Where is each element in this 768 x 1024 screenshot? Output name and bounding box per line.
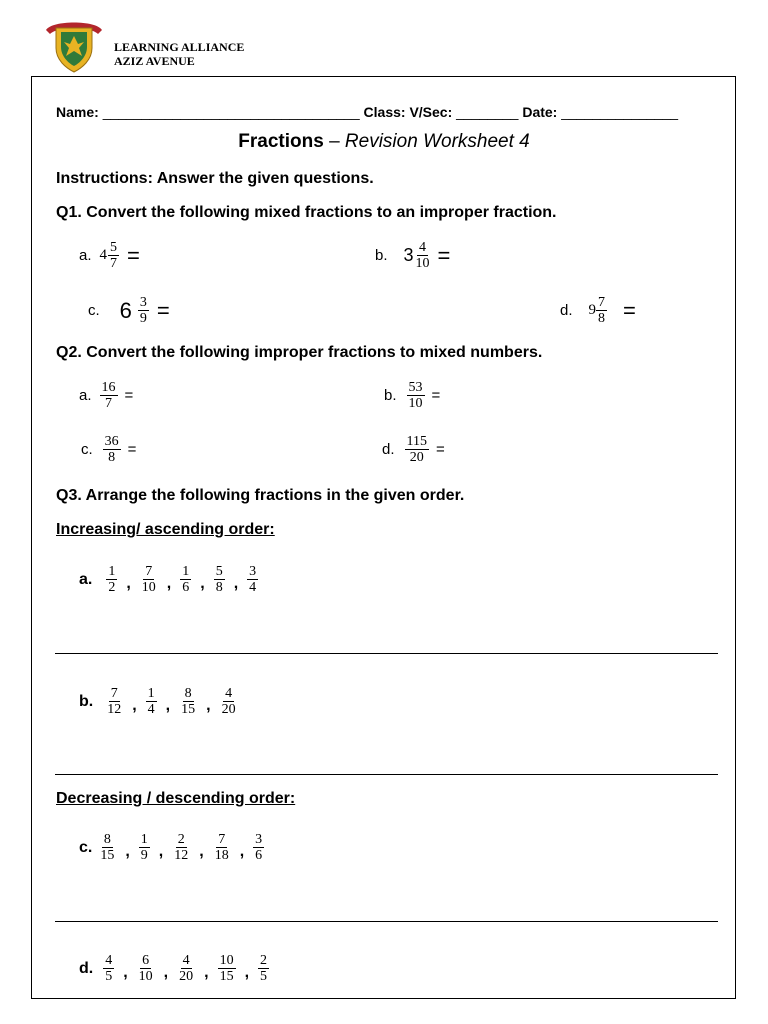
fraction-denominator: 20	[179, 969, 194, 984]
fraction-numerator: 7	[145, 564, 153, 579]
fraction-numerator: 7	[218, 832, 226, 847]
q1-d-whole: 9	[588, 302, 597, 318]
fraction-denominator: 4	[249, 580, 257, 595]
fraction	[103, 953, 114, 984]
name-blank[interactable]: _________________________________	[102, 104, 360, 120]
fraction	[139, 832, 150, 863]
q1-b-whole: 3	[403, 245, 414, 265]
q2-b-equals: =	[431, 387, 441, 404]
fraction	[105, 686, 123, 717]
comma-separator: ,	[199, 842, 204, 860]
comma-separator: ,	[206, 696, 211, 714]
fraction	[218, 953, 236, 984]
student-info-line	[56, 104, 678, 120]
class-blank[interactable]: ________	[456, 104, 519, 120]
q1-a-equals: =	[127, 242, 140, 268]
q1-a-whole: 4	[99, 247, 108, 263]
fraction-denominator: 18	[214, 848, 229, 863]
q2-item-d	[382, 434, 445, 465]
q1-d-fraction: $\frac{7}{8}$	[598, 295, 606, 326]
title-dash: –	[323, 131, 345, 152]
fraction	[213, 832, 231, 863]
fraction-denominator: 15	[100, 848, 115, 863]
q3-a-answer-line[interactable]	[55, 653, 718, 654]
fraction-numerator: 1	[108, 564, 116, 579]
q2-c-fraction: $\frac{36}{8}$	[104, 434, 119, 465]
fraction	[220, 686, 238, 717]
decreasing-order-heading: Decreasing / descending order:	[56, 790, 296, 807]
q3-a-label: a.	[79, 570, 93, 588]
q3-item-a	[79, 564, 258, 595]
fraction-numerator: 3	[255, 832, 263, 847]
fraction	[146, 686, 157, 717]
q2-a-fraction: $\frac{16}{7}$	[101, 380, 116, 411]
school-name	[114, 40, 244, 68]
fraction	[172, 832, 190, 863]
fraction-denominator: 12	[107, 702, 122, 717]
fraction	[180, 564, 191, 595]
comma-separator: ,	[158, 842, 164, 860]
q1-item-c	[88, 295, 170, 326]
fraction	[137, 953, 155, 984]
comma-separator: ,	[163, 963, 169, 981]
title-sub: Revision Worksheet 4	[344, 131, 530, 152]
fraction-denominator: 10	[138, 969, 153, 984]
q1-a-label: a.	[79, 247, 92, 264]
class-label: Class: V/Sec:	[363, 104, 453, 120]
q1-b-label: b.	[375, 247, 388, 264]
q3-c-label: c.	[79, 838, 93, 856]
q2-b-label: b.	[384, 387, 397, 404]
q1-item-b	[375, 240, 450, 271]
fraction-numerator: 5	[215, 564, 223, 579]
name-label: Name:	[56, 104, 99, 120]
q3-a-fraction-list	[106, 564, 258, 595]
q2-c-label: c.	[81, 441, 93, 458]
fraction	[214, 564, 225, 595]
fraction-numerator: 4	[105, 953, 113, 968]
q2-a-label: a.	[79, 387, 92, 404]
q2-d-label: d.	[382, 441, 395, 458]
fraction-denominator: 15	[219, 969, 234, 984]
worksheet-title	[0, 131, 768, 153]
q1-d-equals: =	[623, 297, 636, 323]
fraction-denominator: 6	[182, 580, 190, 595]
q3-d-fraction-list	[103, 953, 269, 984]
comma-separator: ,	[126, 574, 131, 592]
fraction-numerator: 3	[249, 564, 257, 579]
comma-separator: ,	[165, 696, 171, 714]
q2-item-c	[81, 434, 136, 465]
q3-b-fraction-list	[105, 686, 237, 717]
q1-item-a	[79, 240, 140, 271]
fraction-denominator: 10	[141, 580, 156, 595]
q2-item-b	[384, 380, 440, 411]
fraction	[253, 832, 264, 863]
fraction-numerator: 2	[260, 953, 268, 968]
q3-c-fraction-list	[98, 832, 264, 863]
date-blank[interactable]: _______________	[561, 104, 679, 120]
school-name-line1: LEARNING ALLIANCE	[114, 40, 245, 54]
fraction	[177, 953, 195, 984]
school-name-line2: AZIZ AVENUE	[114, 54, 195, 68]
q1-c-fraction: $\frac{3}{9}$	[139, 295, 147, 326]
q3-d-label: d.	[79, 959, 94, 977]
fraction-denominator: 5	[105, 969, 113, 984]
comma-separator: ,	[200, 574, 205, 592]
q3-item-d	[79, 953, 269, 984]
comma-separator: ,	[132, 696, 137, 714]
fraction-denominator: 20	[221, 702, 236, 717]
q1-a-fraction: $\frac{5}{7}$	[110, 240, 118, 271]
title-main: Fractions	[238, 131, 324, 152]
q2-d-equals: =	[436, 441, 445, 458]
q1-heading: Q1. Convert the following mixed fractions to an improper fraction.	[56, 204, 557, 221]
fraction-denominator: 9	[140, 848, 148, 863]
fraction-numerator: 8	[184, 686, 192, 701]
fraction-numerator: 10	[219, 953, 234, 968]
q1-item-d	[560, 295, 636, 326]
fraction-denominator: 12	[174, 848, 189, 863]
fraction	[258, 953, 269, 984]
fraction-denominator: 2	[108, 580, 116, 595]
fraction-denominator: 15	[181, 702, 196, 717]
fraction-denominator: 4	[147, 702, 155, 717]
q2-c-equals: =	[127, 441, 137, 458]
comma-separator: ,	[244, 963, 250, 981]
fraction	[179, 686, 197, 717]
q2-item-a	[79, 380, 133, 411]
q2-d-fraction: $\frac{115}{20}$	[406, 434, 427, 465]
q1-c-label: c.	[88, 302, 100, 319]
q1-d-label: d.	[560, 302, 573, 319]
fraction-numerator: 1	[182, 564, 190, 579]
q3-item-b	[79, 686, 238, 717]
q1-c-whole: 6	[119, 297, 132, 323]
fraction-numerator: 1	[140, 832, 148, 847]
fraction-numerator: 2	[177, 832, 185, 847]
instructions: Instructions: Answer the given questions.	[56, 170, 374, 187]
fraction-numerator: 1	[147, 686, 155, 701]
q3-b-label: b.	[79, 692, 94, 710]
school-logo	[42, 18, 106, 74]
fraction-numerator: 4	[225, 686, 233, 701]
q1-b-fraction: $\frac{4}{10}$	[415, 240, 430, 271]
q2-b-fraction: $\frac{53}{10}$	[408, 380, 423, 411]
fraction	[140, 564, 158, 595]
fraction	[106, 564, 117, 595]
increasing-order-heading: Increasing/ ascending order:	[56, 521, 275, 538]
fraction-numerator: 6	[142, 953, 150, 968]
comma-separator: ,	[233, 574, 239, 592]
q1-b-equals: =	[437, 242, 451, 268]
q3-c-answer-line[interactable]	[55, 921, 718, 922]
fraction-denominator: 8	[215, 580, 223, 595]
comma-separator: ,	[204, 963, 209, 981]
comma-separator: ,	[166, 574, 172, 592]
fraction	[98, 832, 116, 863]
q3-heading: Q3. Arrange the following fractions in the given order.	[56, 487, 465, 504]
q3-item-c	[79, 832, 264, 863]
comma-separator: ,	[125, 842, 130, 860]
fraction-denominator: 5	[260, 969, 268, 984]
q1-c-equals: =	[156, 297, 170, 323]
fraction-denominator: 6	[255, 848, 263, 863]
date-label: Date:	[522, 104, 558, 120]
fraction	[247, 564, 258, 595]
q2-a-equals: =	[124, 387, 134, 404]
fraction-numerator: 7	[110, 686, 118, 701]
fraction-numerator: 4	[182, 953, 190, 968]
q3-b-answer-line[interactable]	[55, 774, 718, 775]
comma-separator: ,	[123, 963, 128, 981]
comma-separator: ,	[239, 842, 245, 860]
fraction-numerator: 8	[103, 832, 111, 847]
q2-heading: Q2. Convert the following improper fractions to mixed numbers.	[56, 344, 543, 361]
